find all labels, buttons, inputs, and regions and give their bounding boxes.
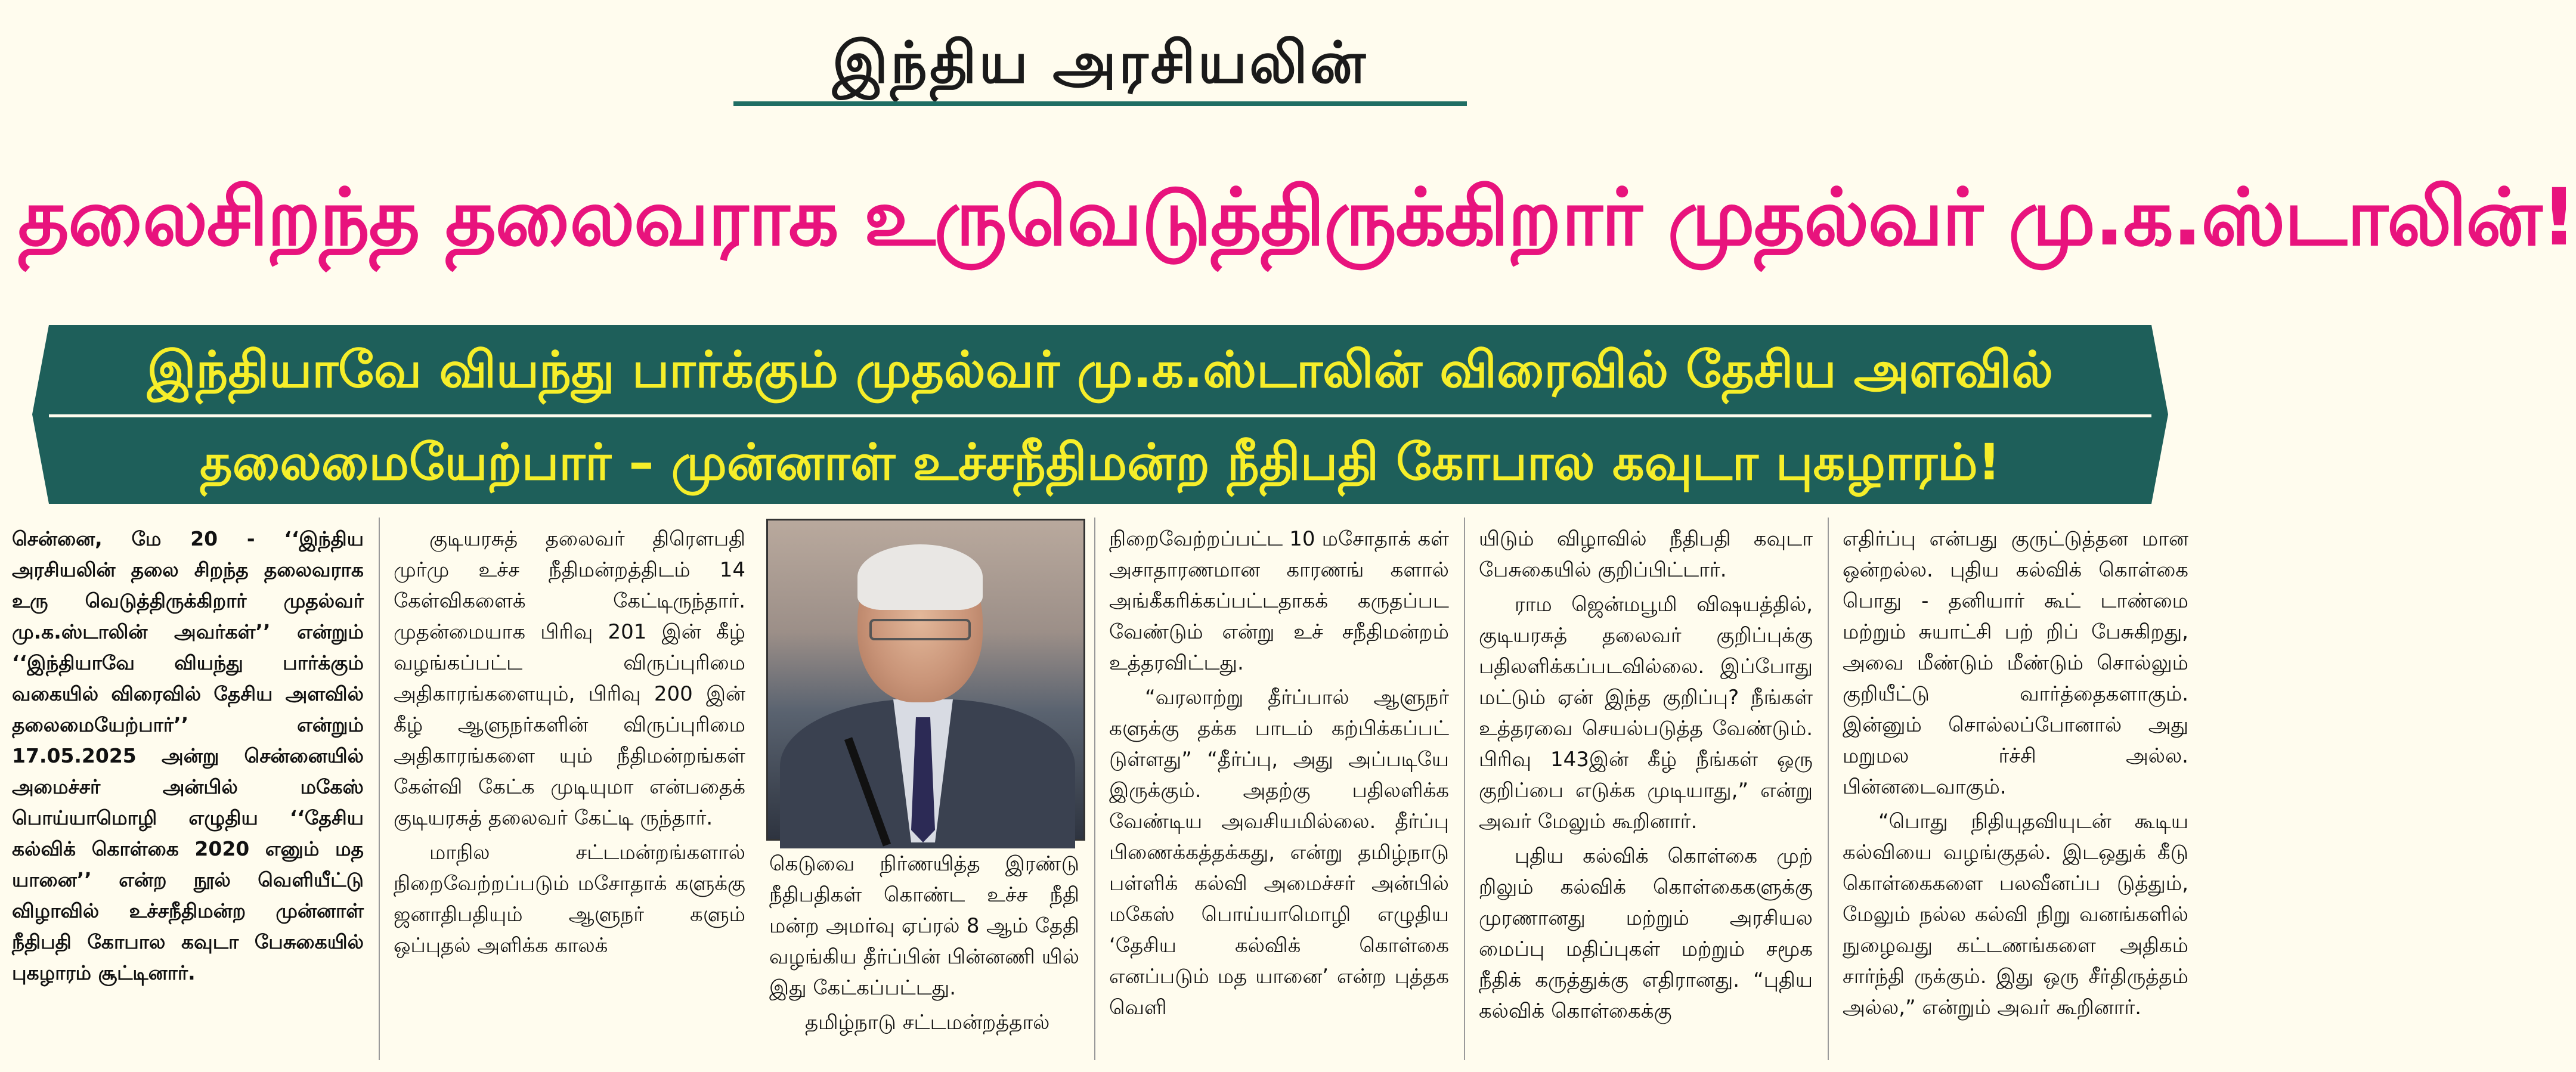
column-5-paragraph-2: ராம ஜென்மபூமி விஷயத்தில், குடியரசுத் தலைவர் குறிப்புக்கு பதிலளிக்கப்படவில்லை. இப்போது மட்டும் ஏன் இந்த குறிப்பு? நீங்கள் உத்தரவை செயல்படுத்த வேண்டும். பிரிவு 143இன் கீழ் நீங்கள் ஒரு குறிப்பை எடுக்க முடியாது,” என்று அவர் மேலும் கூறினார். xyxy=(1479,593,1813,834)
judge-portrait-photo xyxy=(766,519,1085,841)
banner-line-1: இந்தியாவே வியந்து பார்க்கும் முதல்வர் மு.க.ஸ்டாலின் விரைவில் தேசிய அளவில் xyxy=(147,340,2054,399)
lead-text: ‘‘இந்திய அரசியலின் தலை சிறந்த தலைவராக உரு வெடுத்திருக்கிறார் முதல்வர் மு.க.ஸ்டாலின் அவர்கள்’’ என்றும் ‘‘இந்தியாவே வியந்து பார்க்கும் வகையில் விரைவில் தேசிய அளவில் தலைமையேற்பார்’’ என்றும் 17.05.2025 அன்று சென்னையில் அமைச்சர் அன்பில் மகேஸ் பொய்யாமொழி எழுதிய ‘‘தேசிய கல்விக் கொள்கை 2020 எனும் மத யானை’’ என்ற நூல் வெளியீட்டு விழாவில் உச்சநீதிமன்ற முன்னாள் நீதிபதி கோபால கவுடா பேசுகையில் புகழாரம் சூட்டினார். xyxy=(12,527,364,984)
column-1-paragraph xyxy=(12,523,364,989)
main-headline: தலைசிறந்த தலைவராக உருவெடுத்திருக்கிறார் முதல்வர் மு.க.ஸ்டாலின்! xyxy=(18,172,2576,264)
dateline: சென்னை, மே 20 - xyxy=(12,527,255,550)
kicker-headline: இந்திய அரசியலின் xyxy=(832,29,1368,96)
article-body xyxy=(0,518,2200,1072)
column-divider xyxy=(1094,518,1095,1060)
subheadline-banner xyxy=(49,325,2151,504)
photo-glasses xyxy=(869,619,971,640)
column-4-paragraph-2: “வரலாற்று தீர்ப்பால் ஆளுநர் களுக்கு தக்க பாடம் கற்பிக்கப்பட் டுள்ளது” “தீர்ப்பு, அது அப்படியே இருக்கும். அதற்கு பதிலளிக்க வேண்டிய அவசியமில்லை. தீர்ப்பு பிணைக்கத்தக்கது, என்று தமிழ்நாடு பள்ளிக் கல்வி அமைச்சர் அன்பில் மகேஸ் பொய்யாமொழி எழுதிய ‘தேசிய கல்விக் கொள்கை எனப்படும் மத யானை’ என்ற புத்தக வெளி xyxy=(1109,686,1449,1020)
column-2 xyxy=(382,518,757,1072)
column-6-paragraph-1: எதிர்ப்பு என்பது குருட்டுத்தன மான ஒன்றல்ல. புதிய கல்விக் கொள்கை பொது - தனியார் கூட் டாண்மை மற்றும் சுயாட்சி பற் றிப் பேசுகிறது, அவை மீண்டும் மீண்டும் சொல்லும் குறியீட்டு வார்த்தைகளாகும். இன்னும் சொல்லப்போனால் அது மறுமல ர்ச்சி அல்ல. பின்னடைவாகும். xyxy=(1843,527,2188,799)
column-4 xyxy=(1097,518,1461,1072)
photo-hair xyxy=(857,544,983,610)
column-divider xyxy=(379,518,380,1060)
column-2-paragraph-1: குடியரசுத் தலைவர் திரௌபதி முர்மு உச்ச நீதிமன்றத்திடம் 14 கேள்விகளைக் கேட்டிருந்தார். முதன்மையாக பிரிவு 201 இன் கீழ் வழங்கப்பட்ட விருப்புரிமை அதிகாரங்களையும், பிரிவு 200 இன் கீழ் ஆளுநர்களின் விருப்புரிமை அதிகாரங்களை யும் நீதிமன்றங்கள் கேள்வி கேட்க முடியுமா என்பதைக் குடியரசுத் தலைவர் கேட்டி ருந்தார். xyxy=(394,527,745,830)
column-5-paragraph-1: யிடும் விழாவில் நீதிபதி கவுடா பேசுகையில் குறிப்பிட்டார். xyxy=(1479,527,1813,582)
column-4-paragraph-1: நிறைவேற்றப்பட்ட 10 மசோதாக் கள் அசாதாரணமான காரணங் களால் அங்கீகரிக்கப்பட்டதாகக் கருதப்பட வேண்டும் என்று உச் சநீதிமன்றம் உத்தரவிட்டது. xyxy=(1109,527,1449,675)
column-5 xyxy=(1467,518,1825,1072)
banner-line-2: தலைமையேற்பார் – முன்னாள் உச்சநீதிமன்ற நீதிபதி கோபால கவுடா புகழாரம்! xyxy=(49,414,2151,504)
column-3-paragraph-1: கெடுவை நிர்ணயித்த இரண்டு நீதிபதிகள் கொண்ட உச்ச நீதி மன்ற அமர்வு ஏப்ரல் 8 ஆம் தேதி வழங்கிய தீர்ப்பின் பின்னணி யில் இது கேட்கப்பட்டது. xyxy=(769,852,1079,1000)
column-divider xyxy=(1464,518,1465,1060)
column-6-paragraph-2: “பொது நிதியுதவியுடன் கூடிய கல்வியை வழங்குதல். இடஒதுக் கீடு கொள்கைகளை பலவீனப்ப டுத்தும், மேலும் நல்ல கல்வி நிறு வனங்களில் நுழைவது கட்டணங்களை அதிகம் சார்ந்தி ருக்கும். இது ஒரு சீர்திருத்தம் அல்ல,” என்றும் அவர் கூறினார். xyxy=(1843,810,2188,1020)
column-divider xyxy=(1828,518,1829,1060)
column-3-paragraph-2: தமிழ்நாடு சட்டமன்றத்தால் xyxy=(805,1011,1050,1034)
column-6 xyxy=(1831,518,2200,1072)
column-1 xyxy=(0,518,376,1072)
column-2-paragraph-2: மாநில சட்டமன்றங்களால் நிறைவேற்றப்படும் மசோதாக் களுக்கு ஜனாதிபதியும் ஆளுநர் களும் ஒப்புதல் அளிக்க காலக் xyxy=(394,841,745,958)
column-5-paragraph-3: புதிய கல்விக் கொள்கை முற் றிலும் கல்விக் கொள்கைகளுக்கு முரணானது மற்றும் அரசியல மைப்பு மதிப்புகள் மற்றும் சமூக நீதிக் கருத்துக்கு எதிரானது. “புதிய கல்விக் கொள்கைக்கு xyxy=(1479,844,1813,1023)
kicker-underline xyxy=(733,101,1467,106)
